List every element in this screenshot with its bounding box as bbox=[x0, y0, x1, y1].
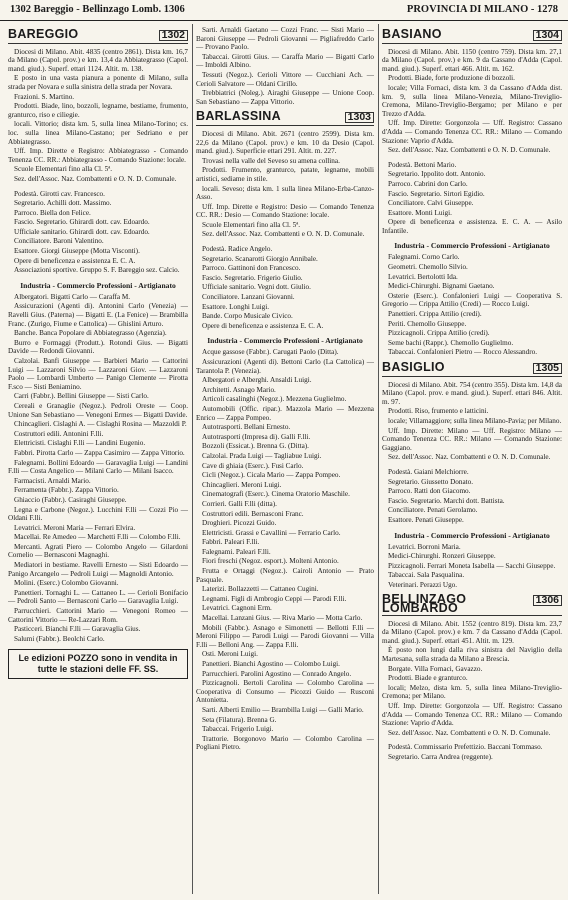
official-entry: Esattore. Penati Giuseppe. bbox=[388, 515, 464, 524]
official-entry: Conciliatore. Calvi Giuseppe. bbox=[388, 199, 474, 208]
commerce-entry: Laterizi. Bollazzetti — Cattaneo Cugini. bbox=[202, 585, 319, 594]
commerce-list-continued bbox=[196, 26, 374, 106]
paragraph: Sez. dell'Assoc. Naz. Combattenti e O. N. D. Comunale. bbox=[388, 453, 551, 462]
commerce-entry: Sarti. Arnaldi Gaetano — Cozzi Franc. — Sisti Mario — Baroni Giuseppe — Pedroli Giovanni — Pigliafreddo Carlo — Provano Paolo. bbox=[196, 26, 374, 52]
paragraph: Prodotti. Biade, forte produzione di bozzoli. bbox=[388, 74, 515, 83]
paragraph: Diocesi di Milano. Abit. 2671 (centro 2599). Dista km. 22,6 da Milano (Capol. prov.) e km. 10 da Desio (Capol. mand. giud.). Superficie ettari 291. Altit. m. 227. bbox=[196, 129, 374, 156]
official-entry: Parroco. Cabrini don Carlo. bbox=[388, 179, 468, 188]
town-number: 1306 bbox=[533, 595, 562, 606]
commerce-entry: Costruttori edili. Bernasconi Franc. bbox=[202, 509, 304, 518]
paragraph: Uff. Imp. Dirette: Milano — Uff. Registro: Milano — Comando Tenenza CC. RR.: Milano — Comando Stazione: Gaggiano. bbox=[382, 426, 562, 452]
town-name: BASIANO bbox=[382, 27, 442, 41]
section-title: Industria - Commercio Professioni - Artigianato bbox=[20, 280, 176, 290]
commerce-list bbox=[382, 253, 562, 357]
paragraph: E posto in una vasta pianura a ponente di Milano, sulla strada per Novara e sulla sinistra della strada per Novara. bbox=[8, 74, 188, 91]
official-entry: Podestà. Girotti cav. Francesco. bbox=[14, 189, 105, 198]
paragraph: Diocesi di Milano. Abit. 754 (centro 355). Dista km. 14,8 da Milano (Capol. prov. e mand. giud.). Superf. ettari 846. Altit. m. 97. bbox=[382, 380, 562, 406]
commerce-entry: Legnami. Figli di Ambrogio Ceppi — Parodi F.lli. bbox=[202, 594, 347, 603]
town-description bbox=[8, 48, 188, 184]
commerce-entry: Mercanti. Agrati Piero — Colombo Angelo — Gilardoni Cornelio — Bernasconi Magnaghi. bbox=[8, 542, 188, 560]
paragraph: locali. Seveso; dista km. 1 sulla linea Milano-Erba-Canzo-Asso. bbox=[196, 184, 374, 202]
commerce-list bbox=[196, 348, 374, 752]
commerce-entry: Pizzicagnoli. Ferrari Moneta Isabella — Sacchi Giuseppe. bbox=[388, 561, 556, 570]
official-entry: Esattore. Longhi Luigi. bbox=[202, 302, 270, 311]
commerce-entry: Chincaglieri. Meroni Luigi. bbox=[202, 480, 282, 489]
commerce-entry: Mediatori in bestiame. Ravelli Ernesto — Sisti Edoardo — Panigo Arcangelo — Pedroli Luigi — Magnoldi Antonio. bbox=[8, 561, 188, 578]
paragraph: Scuole Elementari fino alla Cl. 5ª. bbox=[202, 220, 300, 229]
commerce-entry: Veterinari. Perazzi Ugo. bbox=[388, 580, 458, 589]
commerce-entry: Automobili (Offic. ripar.). Mazzola Mario — Mezzena Enrico — Zappa Pompeo. bbox=[196, 404, 374, 422]
commerce-entry: Articoli casalinghi (Negoz.). Mezzena Guglielmo. bbox=[202, 395, 347, 404]
header-left: 1302 Bareggio - Bellinzago Lomb. 1306 bbox=[10, 4, 185, 15]
section-title: Industria - Commercio Professioni - Artigianato bbox=[394, 530, 550, 540]
official-entry: Fascio. Segretario. Sirtori Egidio. bbox=[388, 189, 485, 198]
commerce-entry: Falegnami. Bollini Edoardo — Garavaglia Luigi — Landini F.lli — Costa Angelico — Milani Carlo — Milani Isacco. bbox=[8, 458, 188, 476]
commerce-entry: Cinematografi (Eserc.). Cinema Oratorio Maschile. bbox=[202, 490, 350, 499]
commerce-entry: Legna e Carbone (Negoz.). Lucchini F.lli — Cozzi Pio — Oldani F.lli. bbox=[8, 505, 188, 523]
commerce-entry: Ferramenta (Fabbr.). Zappa Vittorio. bbox=[14, 486, 119, 495]
paragraph: Uff. Imp. Dirette: Gorgonzola — Uff. Registro: Cassano d'Adda — Comando Tenenza CC. RR.: Milano — Comando Stazione: Vaprio d'Adda. bbox=[382, 702, 562, 728]
commerce-entry: Levatrici. Borroni Maria. bbox=[388, 542, 461, 551]
commerce-entry: Macellai. Re Amedeo — Marchetti F.lli — Colombo F.lli. bbox=[14, 533, 181, 542]
commerce-entry: Mobili (Fabbr.). Asnago e Simonetti — Bellotti F.lli — Meroni Filippo — Parodi Luigi — Parodi Giovanni — Villa F.lli — Belloni Ang. — Zappa F.lli. bbox=[196, 623, 374, 649]
commerce-entry: Frutta e Ortaggi (Negoz.). Cairoli Antonio — Prato Pasquale. bbox=[196, 567, 374, 584]
commerce-entry: Tabaccai. Frigerio Luigi. bbox=[202, 725, 274, 734]
paragraph: Prodotti. Frumento, granturco, patate, legname, mobili artistici, sediame in stile. bbox=[196, 166, 374, 183]
commerce-entry: Pizzicagnoli. Crippa Attilio (credi). bbox=[388, 329, 490, 338]
town-heading bbox=[196, 109, 374, 126]
official-entry: Bande. Corpo Musicale Civico. bbox=[202, 312, 293, 321]
column-3 bbox=[382, 26, 562, 892]
commerce-entry: Parrucchieri. Cattorini Mario — Venegoni Romeo — Cattorini Vittorio — Re-Lazzari Rom. bbox=[8, 607, 188, 624]
commerce-entry: Levatrici. Cagnoni Erm. bbox=[202, 604, 272, 613]
column-2 bbox=[196, 26, 374, 892]
commerce-entry: Tabaccai. Confalonieri Pietro — Rocco Alessandro. bbox=[388, 348, 537, 357]
commerce-entry: Cereali e Granaglie (Negoz.). Pedroli Oreste — Coop. Unione San Sebastiano — Venegoni Ermes — Bigatti Davide. bbox=[8, 401, 188, 419]
official-entry: Parroco. Biella don Felice. bbox=[14, 208, 91, 217]
commerce-entry: Parrucchieri. Parolini Agostino — Conrado Angelo. bbox=[202, 669, 352, 678]
commerce-entry: Seta (Filatura). Brenna G. bbox=[202, 715, 277, 724]
commerce-entry: Medici-Chirurghi. Ronzeri Giuseppe. bbox=[388, 552, 496, 561]
commerce-entry: Pasticceri. Bianchi F.lli — Garavaglia Gius. bbox=[14, 625, 141, 634]
section-title: Industria - Commercio Professioni - Artigianato bbox=[207, 336, 363, 346]
officials-list bbox=[8, 190, 188, 275]
commerce-entry: Architetti. Asnago Mario. bbox=[202, 385, 276, 394]
paragraph: Prodotti. Riso, frumento e latticini. bbox=[388, 407, 489, 416]
town-heading bbox=[382, 592, 562, 616]
official-entry: Podestà. Commissario Prefettizio. Baccani Tommaso. bbox=[388, 743, 543, 752]
town-number: 1303 bbox=[345, 112, 374, 123]
paragraph: Diocesi di Milano. Abit. 4835 (centro 2861). Dista km. 16,7 da Milano (Capol. prov.) e km. 13,4 da Abbiategrasso (Capol. mand. giud.). Superf. ettari 1124. Altit. m. 138. bbox=[8, 47, 188, 73]
commerce-entry: Calzolai. Prada Luigi — Tagliabue Luigi. bbox=[202, 451, 322, 460]
officials-list bbox=[382, 468, 562, 525]
paragraph: locali; Melzo, dista km. 5, sulla linea Milano-Treviglio-Cremona; per Milano. bbox=[382, 683, 562, 701]
commerce-entry: Elettricisti. Grassi e Cavallini — Ferrario Carlo. bbox=[202, 528, 341, 537]
town-number: 1302 bbox=[159, 30, 188, 41]
commerce-entry: Panettieri. Bianchi Agostino — Colombo Luigi. bbox=[202, 660, 340, 668]
paragraph: Borgate. Villa Fornaci, Gavazzo. bbox=[388, 664, 483, 673]
commerce-entry: Banche. Banca Popolare di Abbiategrasso (Agenzia). bbox=[14, 329, 167, 338]
commerce-entry: Trebbiatrici (Noleg.). Airaghi Giuseppe — Unione Coop. San Sebastiano — Zappa Vittorio. bbox=[196, 89, 374, 106]
official-entry: Associazioni sportive. Gruppo S. F. Bareggio sez. Calcio. bbox=[14, 266, 180, 275]
commerce-entry: Molini. (Eserc.) Colombo Giovanni. bbox=[14, 579, 119, 588]
commerce-entry: Falegnami. Corno Carlo. bbox=[388, 253, 460, 262]
commerce-entry: Fabbri. Pirotta Carlo — Zappa Casimiro — Zappa Vittorio. bbox=[14, 448, 185, 457]
official-entry: Esattore. Monti Luigi. bbox=[388, 208, 452, 217]
official-entry: Conciliatore. Baroni Valentino. bbox=[14, 237, 104, 246]
town-heading bbox=[382, 360, 562, 377]
commerce-entry: Acque gassose (Fabbr.). Carugati Paolo (Ditta). bbox=[202, 348, 339, 357]
commerce-entry: Assicurazioni (Agenti di). Antonini Carlo (Venezia) — Ravelli Gius. (Paterna) — Bigatti E. (La Fenice) — Brambilla Franc. (Zurigo, Fiume e Cattolica) — Ghislini Arturo. bbox=[8, 302, 188, 328]
commerce-entry: Pizzicagnoli. Bertoli Carolina — Colombo Carolina — Cooperativa di Consumo — Picozzi Guido — Rusconi Antonietta. bbox=[196, 679, 374, 705]
commerce-entry: Burro e Formaggi (Produtt.). Rotondi Gius. — Bigatti Davide — Redondi Giovanni. bbox=[8, 338, 188, 356]
commerce-entry: Albergatori e Alberghi. Ansaldi Luigi. bbox=[202, 376, 312, 385]
commerce-entry: Droghieri. Picozzi Guido. bbox=[202, 519, 277, 528]
town-description bbox=[382, 48, 562, 155]
commerce-entry: Autotrasporti. Bellani Ernesto. bbox=[202, 423, 291, 432]
town-description bbox=[382, 381, 562, 462]
official-entry: Ufficiale sanitario. Vegni dott. Giulio. bbox=[202, 283, 311, 292]
town-name: BARLASSINA bbox=[196, 109, 281, 124]
commerce-entry: Tessuti (Negoz.). Cerioli Vittore — Cucchiani Ach. — Cerioli Salvatore — Oldani Cirillo. bbox=[196, 70, 374, 88]
commerce-entry: Cicli (Negoz.). Cicala Mario — Zappa Pompeo. bbox=[202, 471, 341, 480]
town-heading bbox=[382, 27, 562, 44]
official-entry: Segretario. Ippolito dott. Antonio. bbox=[388, 170, 486, 179]
commerce-entry: Farmacisti. Arnaldi Mario. bbox=[14, 476, 91, 485]
commerce-entry: Trattorie. Borgonovo Mario — Colombo Carolina — Pogliani Pietro. bbox=[196, 734, 374, 752]
official-entry: Fascio. Segretario. Frigerio Giulio. bbox=[202, 273, 303, 282]
paragraph: Sez. dell'Assoc. Naz. Combattenti e O. N. D. Comunale. bbox=[388, 728, 551, 737]
paragraph: Prodotti. Biade, lino, bozzoli, legname, bestiame, frumento, granturco, riso e ciliegie. bbox=[8, 102, 188, 119]
commerce-entry: Levatrici. Bertolotti Ida. bbox=[388, 272, 458, 281]
town-number: 1305 bbox=[533, 363, 562, 374]
commerce-entry: Cave di ghiaia (Eserc.). Fusi Carlo. bbox=[202, 461, 304, 470]
commerce-entry: Ghiaccio (Fabbr.). Casiraghi Giuseppe. bbox=[14, 495, 127, 504]
official-entry: Esattore. Giorgi Giuseppe (Motta Visconti). bbox=[14, 247, 140, 256]
commerce-list bbox=[8, 293, 188, 644]
commerce-entry: Geometri. Chemollo Silvio. bbox=[388, 263, 468, 272]
commerce-entry: Levatrici. Meroni Maria — Ferrari Elvira. bbox=[14, 523, 136, 532]
paragraph: Uff. Imp. Dirette: Gorgonzola — Uff. Registro: Cassano d'Adda — Comando Tenenza CC. RR.: Milano — Comando Stazione: Vaprio d'Adda. bbox=[382, 119, 562, 145]
town-name: BAREGGIO bbox=[8, 27, 79, 41]
official-entry: Parroco. Gattinoni don Francesco. bbox=[202, 264, 301, 273]
official-entry: Segretario. Giussetto Donato. bbox=[388, 477, 474, 486]
officials-list bbox=[196, 245, 374, 330]
commerce-entry: Fiori freschi (Negoz. esport.). Molteni Antonio. bbox=[202, 557, 339, 566]
officials-list bbox=[382, 743, 562, 761]
paragraph: Diocesi di Milano. Abit. 1552 (centro 819). Dista km. 23,7 da Milano (Capol. prov.) e km. 7 da Cassano d'Adda (Capol. mand. giud.). Superf. ettari 451. Altit. m. 129. bbox=[382, 619, 562, 645]
column-divider bbox=[378, 24, 379, 894]
commerce-entry: Albergatori. Bigatti Carlo — Caraffa M. bbox=[14, 292, 131, 301]
paragraph: Trovasi nella valle del Seveso su amena collina. bbox=[202, 156, 340, 165]
commerce-entry: Assicurazioni (Agenti di). Bettoni Carlo (La Cattolica) — Tarantola P. (Venezia). bbox=[196, 358, 374, 375]
page-header bbox=[0, 0, 568, 21]
commerce-entry: Tabaccai. Sala Pasqualina. bbox=[388, 571, 465, 580]
commerce-entry: Falegnami. Paleari F.lli. bbox=[202, 547, 271, 556]
commerce-entry: Autotrasporti (Impresa di). Galli F.lli. bbox=[202, 432, 311, 441]
paragraph: Uff. Imp. Dirette e Registro: Desio — Comando Tenenza CC. RR.: Desio — Comando Stazione: locale. bbox=[196, 202, 374, 220]
official-entry: Conciliatore. Penati Gerolamo. bbox=[388, 506, 478, 515]
paragraph: locali. Vittorio; dista km. 5, sulla linea Milano-Torino; cs. loc. sulla linea Milano-Castano; per Sedriano e per Abbiategrasso. bbox=[8, 120, 188, 146]
official-entry: Opere di beneficenza e assistenza E. C. A. bbox=[202, 321, 324, 330]
column-divider bbox=[192, 24, 193, 894]
town-name: BASIGLIO bbox=[382, 360, 445, 374]
commerce-entry: Costruttori edili. Antonini F.lli. bbox=[14, 429, 104, 438]
commerce-entry: Salumi (Fabbr.). Beolchi Carlo. bbox=[14, 634, 105, 643]
town-description bbox=[382, 620, 562, 738]
section-title: Industria - Commercio Professioni - Artigianato bbox=[394, 241, 550, 251]
commerce-entry: Tabaccai. Girotti Gius. — Caraffa Mario — Bigatti Carlo — Imboldi Albino. bbox=[196, 52, 374, 70]
paragraph: locale; Villamaggiore; sulla linea Milano-Pavia; per Milano. bbox=[388, 416, 562, 425]
commerce-entry: Osterie (Eserc.). Confalonieri Luigi — Cooperativa S. Gregorio — Crippa Attilio (Credi) — Rocco Luigi. bbox=[382, 291, 562, 309]
town-name: BELLINZAGO LOMBARDO bbox=[382, 592, 467, 616]
paragraph: Diocesi di Milano. Abit. 1150 (centro 759). Dista km. 27,1 da Milano (Capol. prov.) e km. 9 da Cassano d'Adda (Capol. mand. giud.). Superf. ettari 466. Altit. m. 162. bbox=[382, 47, 562, 73]
commerce-entry: Periti. Chemollo Giuseppe. bbox=[388, 319, 467, 328]
advertisement-box: Le edizioni POZZO sono in vendita in tutte le stazioni delle FF. SS. bbox=[8, 649, 188, 679]
official-entry: Fascio. Segretario. Marchi dott. Battista. bbox=[388, 496, 505, 505]
commerce-entry: Panettieri. Crippa Attilio (credi). bbox=[388, 310, 482, 319]
officials-list bbox=[382, 161, 562, 236]
commerce-entry: Chincaglieri. Cislaghi A. — Cislaghi Rosina — Mazzoldi P. bbox=[14, 420, 187, 429]
commerce-entry: Macellai. Lanzani Gius. — Riva Mario — Motta Carlo. bbox=[202, 614, 363, 623]
paragraph: Sez. dell'Assoc. Naz. Combattenti e O. N. D. Comunale. bbox=[202, 230, 365, 239]
commerce-entry: Medici-Chirurghi. Bignami Gaetano. bbox=[388, 282, 495, 291]
commerce-entry: Fabbri. Paleari F.lli. bbox=[202, 538, 260, 547]
official-entry: Conciliatore. Lanzani Giovanni. bbox=[202, 293, 295, 302]
commerce-entry: Seme bachi (Rappr.). Chemollo Guglielmo. bbox=[388, 338, 514, 347]
header-right: PROVINCIA DI MILANO - 1278 bbox=[406, 4, 558, 15]
official-entry: Podestà. Bettoni Mario. bbox=[388, 160, 457, 169]
official-entry: Fascio. Segretario. Ghirardi dott. cav. Edoardo. bbox=[14, 218, 150, 227]
official-entry: Opere di beneficenza e assistenza E. C. A. bbox=[14, 256, 136, 265]
paragraph: Scuole Elementari fino alla Cl. 5ª. bbox=[14, 165, 112, 174]
paragraph: Prodotti. Biade e granturco. bbox=[388, 674, 468, 683]
paragraph: Frazioni. S. Martino. bbox=[14, 92, 75, 101]
official-entry: Segretario. Scanarotti Giorgio Annibale. bbox=[202, 254, 318, 263]
town-heading bbox=[8, 27, 188, 44]
paragraph: Sez. dell'Assoc. Naz. Combattenti e O. N. D. Comunale. bbox=[14, 174, 177, 183]
commerce-entry: Sarti. Alberti Emilio — Brambilla Luigi — Galli Mario. bbox=[202, 705, 364, 714]
commerce-entry: Calzolai. Banfi Giuseppe — Barbieri Mario — Cattorini Luigi — Lazzaroni Silvio — Lazzaroni Giov. — Lazzaroni Paolo — Lombardi Umberto — Panigo Clemente — Pirotta F.sco — Sisti Beniamino. bbox=[8, 357, 188, 391]
commerce-list bbox=[382, 543, 562, 590]
commerce-entry: Corrieri. Galli F.lli (ditta). bbox=[202, 499, 277, 508]
commerce-entry: Carri (Fabbr.). Bellini Giuseppe — Sisti Carlo. bbox=[14, 392, 149, 401]
commerce-entry: Elettricisti. Cislaghi F.lli — Landini Eugenio. bbox=[14, 439, 146, 448]
column-1 bbox=[8, 26, 188, 892]
paragraph: Sez. dell'Assoc. Naz. Combattenti e O. N. D. Comunale. bbox=[388, 146, 551, 155]
official-entry: Ufficiale sanitario. Ghirardi dott. cav. Edoardo. bbox=[14, 227, 150, 236]
official-entry: Podestà. Gaiani Melchiorre. bbox=[388, 467, 469, 476]
official-entry: Parroco. Ratti don Giacomo. bbox=[388, 487, 471, 496]
commerce-entry: Bozzoli (Essicat.). Brenna G. (Ditta). bbox=[202, 442, 309, 451]
commerce-entry: Osti. Meroni Luigi. bbox=[202, 650, 258, 659]
commerce-entry: Panettieri. Tornaghi L. — Cattaneo L. — Cerioli Bonifacio — Pedroli Santo — Bernasconi Carlo — Garavaglia Luigi. bbox=[8, 588, 188, 606]
official-entry: Segretario. Carra Andrea (reggente). bbox=[388, 752, 493, 761]
official-entry: Opere di beneficenza e assistenza. E. C. A. — Asilo Infantile. bbox=[382, 218, 562, 235]
paragraph: Uff. Imp. Dirette e Registro: Abbiategrasso - Comando Tenenza CC. RR.: Abbiategrasso - Comando Stazione: locale. bbox=[8, 147, 188, 164]
paragraph: È posto non lungi dalla riva sinistra del Naviglio della Martesana, sulla strada da Milano a Brescia. bbox=[382, 646, 562, 664]
town-number: 1304 bbox=[533, 30, 562, 41]
paragraph: locale; Villa Fornaci, dista km. 3 da Cassano d'Adda dist. km. 9, sulla linea Milano-Venezia, Milano-Treviglio-Cremona, Milano-Treviglio-Bergamo; per Milano e per Trezzo d'Adda. bbox=[382, 83, 562, 118]
town-description bbox=[196, 130, 374, 239]
official-entry: Podestà. Radice Angelo. bbox=[202, 245, 273, 254]
official-entry: Segretario. Achilli dott. Massimo. bbox=[14, 199, 112, 208]
